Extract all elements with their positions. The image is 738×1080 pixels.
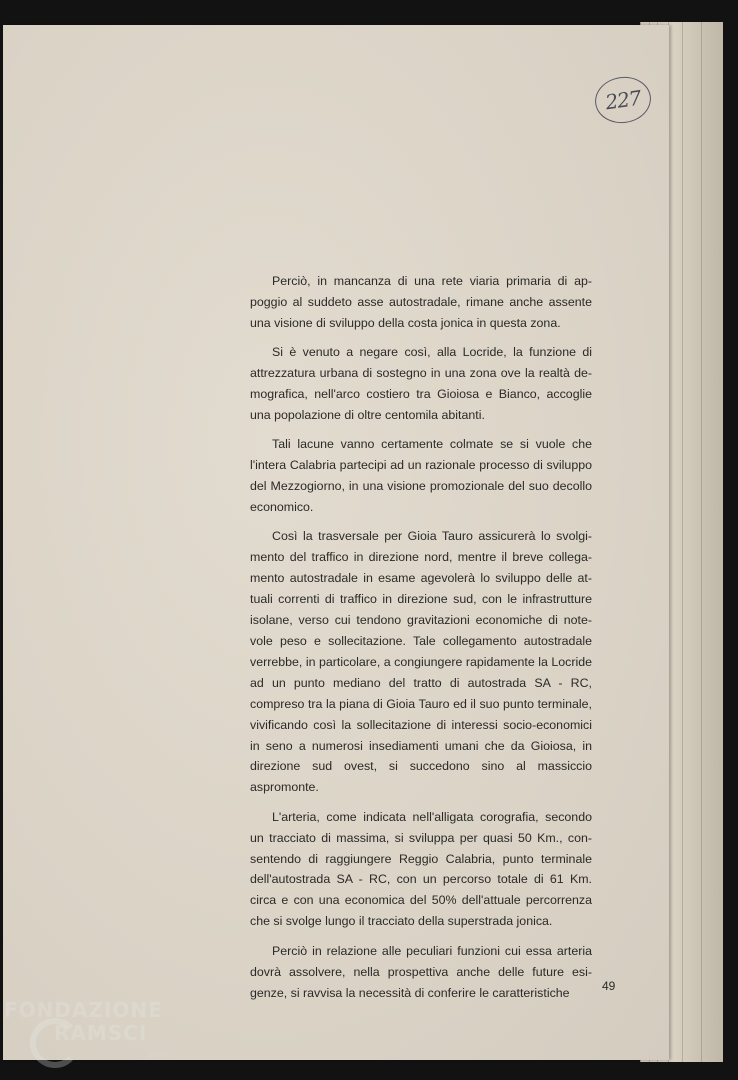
watermark-line-3: onlus [149, 1050, 171, 1059]
handwritten-folio-number [592, 73, 654, 126]
paragraph-2: Si è venuto a negare così, alla Locride, la funzione di attrezzatura urbana di sostegno in una zona ove la realtà demografica, nell'arco costiero tra Gioiosa e Bianco, accoglie una popolazione di oltre centomila abitanti. [250, 345, 592, 422]
paragraph-4: Così la trasversale per Gioia Tauro assicurerà lo svolgimento del traffico in direzione nord, mentre il breve collegamento autostradale in esame agevolerà lo sviluppo delle attuali correnti di traffico in direzione sud, con le infrastrutture isolane, verso cui tendono gravitazioni economiche di notevole peso e sollecitazione. Tale collegamento autostradale verrebbe, in particolare, a congiungere rapidamente la Locride ad un punto mediano del tratto di autostrada SA - RC, compreso tra la piana di Gioia Tauro ed il suo punto terminale, vivificando così la sollecitazione di interessi socio-economici in seno a numerosi insediamenti umani che da Gioiosa, in direzione sud ovest, si succedono sino al massiccio aspromonte. [250, 529, 592, 795]
paragraph-1: Perciò, in mancanza di una rete viaria primaria di appoggio al suddeto asse autostradale, rimane anche assente una visione di sviluppo della costa jonica in questa zona. [250, 274, 592, 330]
body-text [250, 271, 592, 1012]
paragraph-3: Tali lacune vanno certamente colmate se si vuole che l'intera Calabria partecipi ad un razionale processo di sviluppo del Mezzogiorno, in una visione promozionale del suo decollo economico. [250, 437, 592, 515]
page-number: 49 [602, 979, 616, 993]
paragraph-5: L'arteria, come indicata nell'alligata corografia, secondo un tracciato di massima, si sviluppa per quasi 50 Km., consentendo di raggiungere Reggio Calabria, punto terminale dell'autostrada SA - RC, con un percorso totale di 61 Km. circa e con una economica del 50% dell'attuale percorrenza che si svolge lungo il tracciato della superstrada jonica. [250, 809, 592, 929]
fondazione-gramsci-watermark [4, 998, 194, 1078]
handwritten-folio-text: 227 [603, 85, 643, 115]
watermark-line-2: RAMSCI [54, 1021, 148, 1045]
paragraph-6: Perciò in relazione alle peculiari funzioni cui essa arteria dovrà assolvere, nella prospettiva anche delle future esigenze, si ravvisa la necessità di conferire le caratteristiche [250, 943, 592, 1000]
watermark-line-1: FONDAZIONE [4, 998, 163, 1022]
